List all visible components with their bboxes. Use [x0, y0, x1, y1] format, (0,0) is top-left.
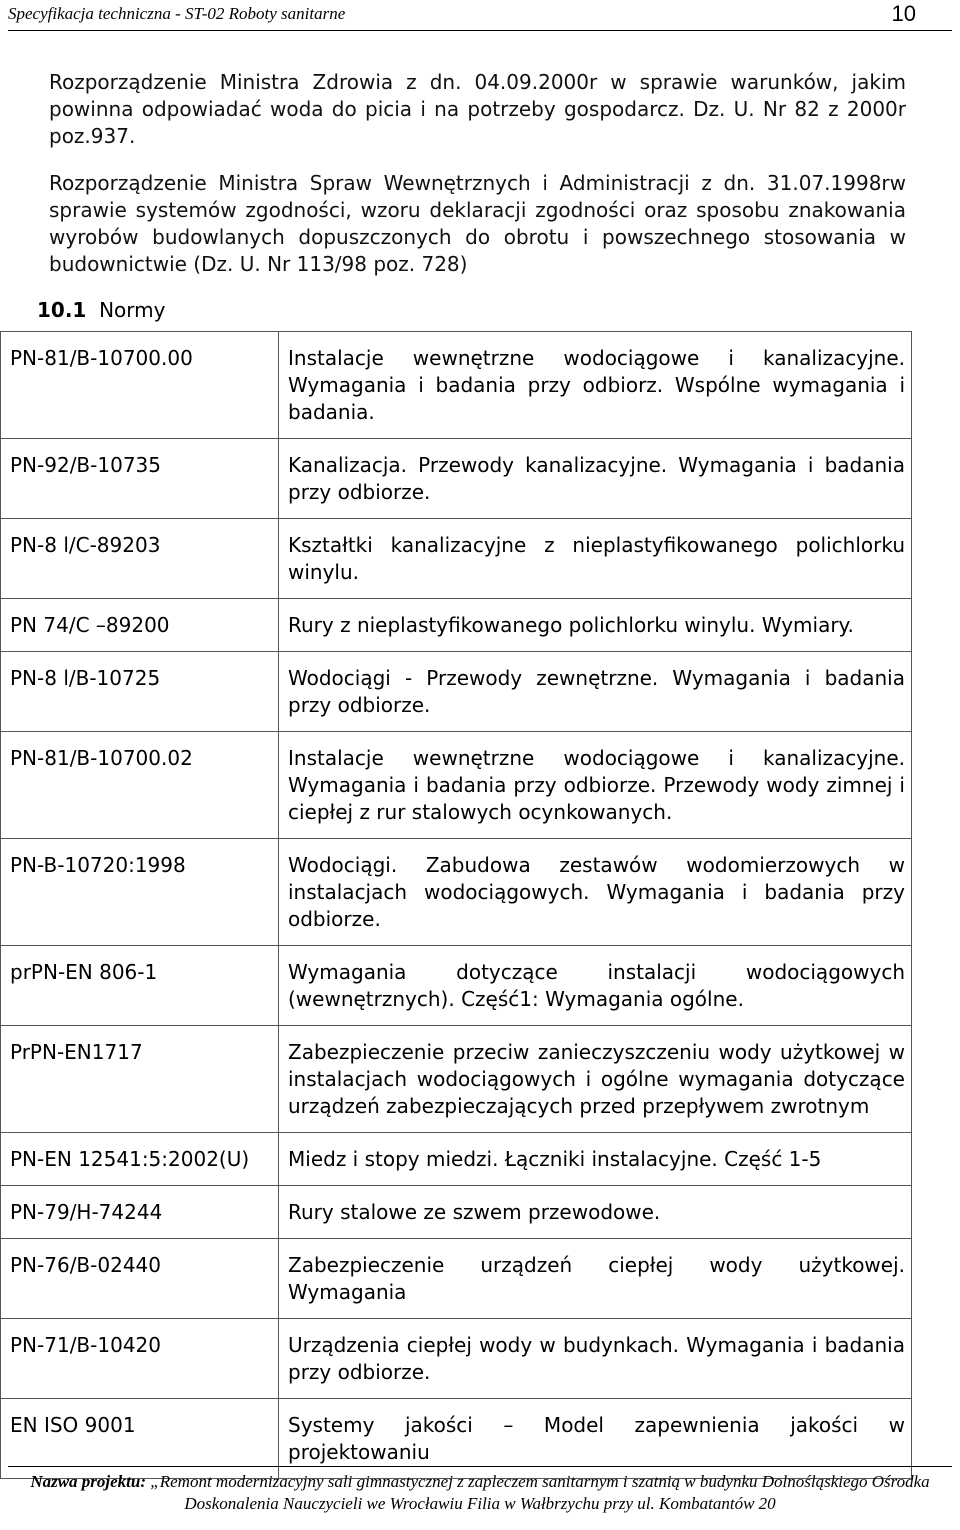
norm-description: Rury stalowe ze szwem przewodowe.: [279, 1186, 912, 1239]
norm-code: PN-71/B-10420: [1, 1319, 279, 1399]
section-number: 10.1: [37, 298, 87, 322]
norm-code: PrPN-EN1717: [1, 1026, 279, 1133]
norm-code: prPN-EN 806-1: [1, 946, 279, 1026]
table-row: [1, 519, 912, 599]
table-row: [1, 1026, 912, 1133]
norm-description: Wodociągi - Przewody zewnętrzne. Wymagania i badania przy odbiorze.: [279, 652, 912, 732]
regulation-paragraph: Rozporządzenie Ministra Zdrowia z dn. 04.09.2000r w sprawie warunków, jakim powinna odpowiadać woda do picia i na potrzeby gospodarcz. Dz. U. Nr 82 z 2000r poz.937.: [49, 70, 906, 148]
table-row: [1, 1239, 912, 1319]
document-title: Specyfikacja techniczna - ST-02 Roboty sanitarne: [8, 4, 346, 23]
section-title: Normy: [99, 298, 166, 322]
norm-code: PN-81/B-10700.00: [1, 332, 279, 439]
table-row: [1, 839, 912, 946]
norm-description: Kanalizacja. Przewody kanalizacyjne. Wymagania i badania przy odbiorze.: [279, 439, 912, 519]
table-row: [1, 732, 912, 839]
norm-description: Miedz i stopy miedzi. Łączniki instalacyjne. Część 1-5: [279, 1133, 912, 1186]
norm-description: Urządzenia ciepłej wody w budynkach. Wymagania i badania przy odbiorze.: [279, 1319, 912, 1399]
table-row: [1, 439, 912, 519]
norm-code: PN-81/B-10700.02: [1, 732, 279, 839]
table-row: [1, 1319, 912, 1399]
norm-code: EN ISO 9001: [1, 1399, 279, 1479]
norm-description: Instalacje wewnętrzne wodociągowe i kanalizacyjne. Wymagania i badania przy odbiorze. Przewody wody zimnej i ciepłej z rur stalowych ocynkowanych.: [279, 732, 912, 839]
norm-description: Rury z nieplastyfikowanego polichlorku winylu. Wymiary.: [279, 599, 912, 652]
norm-code: PN-92/B-10735: [1, 439, 279, 519]
table-row: [1, 332, 912, 439]
table-row: [1, 652, 912, 732]
norm-code: PN-B-10720:1998: [1, 839, 279, 946]
page-number: 10: [891, 1, 916, 26]
table-row: [1, 599, 912, 652]
footer-label: Nazwa projektu:: [30, 1472, 147, 1491]
norm-description: Instalacje wewnętrzne wodociągowe i kanalizacyjne. Wymagania i badania przy odbiorz. Wspólne wymagania i badania.: [279, 332, 912, 439]
page-footer: [8, 1466, 952, 1515]
norm-description: Wymagania dotyczące instalacji wodociągowych (wewnętrznych). Część1: Wymagania ogólne.: [279, 946, 912, 1026]
norm-code: PN 74/C –89200: [1, 599, 279, 652]
norm-description: Zabezpieczenie przeciw zanieczyszczeniu wody użytkowej w instalacjach wodociągowych i ogólne wymagania dotyczące urządzeń zabezpieczających przed przepływem zwrotnym: [279, 1026, 912, 1133]
table-row: [1, 1186, 912, 1239]
regulation-paragraph: Rozporządzenie Ministra Spraw Wewnętrznych i Administracji z dn. 31.07.1998rw sprawie systemów zgodności, wzoru deklaracji zgodności oraz sposobu znakowania wyrobów budowlanych dopuszczonych do obrotu i powszechnego stosowania w budownictwie (Dz. U. Nr 113/98 poz. 728): [49, 171, 906, 276]
norm-code: PN-8 l/B-10725: [1, 652, 279, 732]
norm-description: Systemy jakości – Model zapewnienia jakości w projektowaniu: [279, 1399, 912, 1479]
table-row: [1, 946, 912, 1026]
norm-code: PN-79/H-74244: [1, 1186, 279, 1239]
section-heading: [37, 298, 165, 322]
norm-description: Kształtki kanalizacyjne z nieplastyfikowanego polichlorku winylu.: [279, 519, 912, 599]
page-header: [8, 0, 952, 31]
norm-code: PN-EN 12541:5:2002(U): [1, 1133, 279, 1186]
norm-code: PN-8 l/C-89203: [1, 519, 279, 599]
norm-code: PN-76/B-02440: [1, 1239, 279, 1319]
table-row: [1, 1133, 912, 1186]
norms-table: [0, 331, 912, 1479]
norm-description: Wodociągi. Zabudowa zestawów wodomierzowych w instalacjach wodociągowych. Wymagania i badania przy odbiorze.: [279, 839, 912, 946]
norm-description: Zabezpieczenie urządzeń ciepłej wody użytkowej. Wymagania: [279, 1239, 912, 1319]
footer-project-name: „Remont modernizacyjny sali gimnastycznej z zapleczem sanitarnym i szatnią w budynku Dolnośląskiego Ośrodka Doskonalenia Nauczycieli we Wrocławiu Filia w Wałbrzychu przy ul. Kombatantów 20: [150, 1472, 930, 1513]
